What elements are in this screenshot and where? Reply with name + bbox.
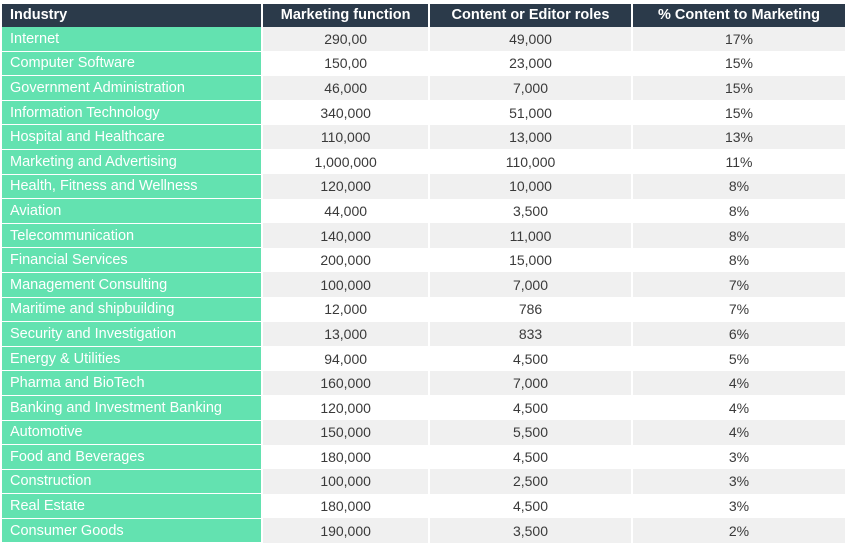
cell-percent-content-to-marketing: 4% bbox=[632, 395, 845, 420]
cell-marketing-function: 150,00 bbox=[262, 51, 429, 76]
cell-industry: Management Consulting bbox=[2, 272, 262, 297]
table-row bbox=[2, 297, 845, 322]
table-row bbox=[2, 272, 845, 297]
cell-marketing-function: 140,000 bbox=[262, 223, 429, 248]
cell-percent-content-to-marketing: 3% bbox=[632, 469, 845, 494]
cell-marketing-function: 200,000 bbox=[262, 248, 429, 273]
cell-content-editor-roles: 4,500 bbox=[429, 494, 632, 519]
cell-content-editor-roles: 833 bbox=[429, 322, 632, 347]
column-header-content-editor-roles: Content or Editor roles bbox=[429, 4, 632, 27]
cell-marketing-function: 290,00 bbox=[262, 27, 429, 51]
cell-content-editor-roles: 7,000 bbox=[429, 272, 632, 297]
cell-marketing-function: 94,000 bbox=[262, 346, 429, 371]
cell-percent-content-to-marketing: 15% bbox=[632, 76, 845, 101]
cell-marketing-function: 1,000,000 bbox=[262, 149, 429, 174]
cell-percent-content-to-marketing: 2% bbox=[632, 518, 845, 543]
table-row bbox=[2, 76, 845, 101]
column-header-marketing-function: Marketing function bbox=[262, 4, 429, 27]
cell-marketing-function: 13,000 bbox=[262, 322, 429, 347]
table-row bbox=[2, 125, 845, 150]
cell-marketing-function: 120,000 bbox=[262, 174, 429, 199]
cell-percent-content-to-marketing: 4% bbox=[632, 371, 845, 396]
table-row bbox=[2, 174, 845, 199]
table-row bbox=[2, 395, 845, 420]
cell-marketing-function: 340,000 bbox=[262, 100, 429, 125]
cell-content-editor-roles: 23,000 bbox=[429, 51, 632, 76]
cell-marketing-function: 46,000 bbox=[262, 76, 429, 101]
cell-content-editor-roles: 110,000 bbox=[429, 149, 632, 174]
cell-industry: Automotive bbox=[2, 420, 262, 445]
cell-marketing-function: 190,000 bbox=[262, 518, 429, 543]
cell-marketing-function: 180,000 bbox=[262, 494, 429, 519]
cell-industry: Marketing and Advertising bbox=[2, 149, 262, 174]
cell-content-editor-roles: 11,000 bbox=[429, 223, 632, 248]
cell-content-editor-roles: 4,500 bbox=[429, 395, 632, 420]
table-row bbox=[2, 346, 845, 371]
cell-marketing-function: 44,000 bbox=[262, 199, 429, 224]
table-row bbox=[2, 322, 845, 347]
cell-industry: Maritime and shipbuilding bbox=[2, 297, 262, 322]
cell-industry: Computer Software bbox=[2, 51, 262, 76]
cell-percent-content-to-marketing: 3% bbox=[632, 494, 845, 519]
table-row bbox=[2, 371, 845, 396]
industry-content-table bbox=[2, 4, 845, 543]
cell-industry: Real Estate bbox=[2, 494, 262, 519]
cell-industry: Banking and Investment Banking bbox=[2, 395, 262, 420]
cell-content-editor-roles: 3,500 bbox=[429, 199, 632, 224]
cell-marketing-function: 160,000 bbox=[262, 371, 429, 396]
cell-marketing-function: 100,000 bbox=[262, 469, 429, 494]
header-row bbox=[2, 4, 845, 27]
cell-content-editor-roles: 49,000 bbox=[429, 27, 632, 51]
cell-percent-content-to-marketing: 7% bbox=[632, 297, 845, 322]
industry-content-table-container bbox=[0, 4, 855, 543]
cell-percent-content-to-marketing: 6% bbox=[632, 322, 845, 347]
cell-percent-content-to-marketing: 8% bbox=[632, 174, 845, 199]
cell-marketing-function: 100,000 bbox=[262, 272, 429, 297]
cell-content-editor-roles: 7,000 bbox=[429, 371, 632, 396]
column-header-industry: Industry bbox=[2, 4, 262, 27]
table-row bbox=[2, 51, 845, 76]
cell-content-editor-roles: 3,500 bbox=[429, 518, 632, 543]
cell-percent-content-to-marketing: 5% bbox=[632, 346, 845, 371]
cell-percent-content-to-marketing: 4% bbox=[632, 420, 845, 445]
cell-industry: Information Technology bbox=[2, 100, 262, 125]
cell-marketing-function: 180,000 bbox=[262, 445, 429, 470]
cell-industry: Government Administration bbox=[2, 76, 262, 101]
cell-content-editor-roles: 51,000 bbox=[429, 100, 632, 125]
cell-industry: Hospital and Healthcare bbox=[2, 125, 262, 150]
cell-percent-content-to-marketing: 7% bbox=[632, 272, 845, 297]
table-row bbox=[2, 248, 845, 273]
cell-content-editor-roles: 7,000 bbox=[429, 76, 632, 101]
column-header-percent-content-to-marketing: % Content to Marketing bbox=[632, 4, 845, 27]
table-row bbox=[2, 223, 845, 248]
cell-industry: Telecommunication bbox=[2, 223, 262, 248]
cell-industry: Health, Fitness and Wellness bbox=[2, 174, 262, 199]
cell-percent-content-to-marketing: 3% bbox=[632, 445, 845, 470]
table-row bbox=[2, 469, 845, 494]
cell-content-editor-roles: 786 bbox=[429, 297, 632, 322]
cell-percent-content-to-marketing: 11% bbox=[632, 149, 845, 174]
cell-content-editor-roles: 2,500 bbox=[429, 469, 632, 494]
cell-marketing-function: 12,000 bbox=[262, 297, 429, 322]
cell-percent-content-to-marketing: 13% bbox=[632, 125, 845, 150]
cell-industry: Energy & Utilities bbox=[2, 346, 262, 371]
cell-industry: Internet bbox=[2, 27, 262, 51]
cell-marketing-function: 120,000 bbox=[262, 395, 429, 420]
table-body bbox=[2, 27, 845, 543]
table-row bbox=[2, 199, 845, 224]
cell-percent-content-to-marketing: 15% bbox=[632, 100, 845, 125]
cell-industry: Security and Investigation bbox=[2, 322, 262, 347]
cell-content-editor-roles: 13,000 bbox=[429, 125, 632, 150]
cell-percent-content-to-marketing: 8% bbox=[632, 199, 845, 224]
cell-percent-content-to-marketing: 8% bbox=[632, 223, 845, 248]
table-header bbox=[2, 4, 845, 27]
cell-industry: Aviation bbox=[2, 199, 262, 224]
cell-content-editor-roles: 4,500 bbox=[429, 346, 632, 371]
cell-industry: Construction bbox=[2, 469, 262, 494]
cell-content-editor-roles: 4,500 bbox=[429, 445, 632, 470]
cell-content-editor-roles: 15,000 bbox=[429, 248, 632, 273]
cell-content-editor-roles: 10,000 bbox=[429, 174, 632, 199]
cell-percent-content-to-marketing: 17% bbox=[632, 27, 845, 51]
table-row bbox=[2, 518, 845, 543]
cell-industry: Financial Services bbox=[2, 248, 262, 273]
cell-percent-content-to-marketing: 8% bbox=[632, 248, 845, 273]
table-row bbox=[2, 27, 845, 51]
cell-marketing-function: 150,000 bbox=[262, 420, 429, 445]
cell-industry: Consumer Goods bbox=[2, 518, 262, 543]
cell-marketing-function: 110,000 bbox=[262, 125, 429, 150]
cell-percent-content-to-marketing: 15% bbox=[632, 51, 845, 76]
table-row bbox=[2, 420, 845, 445]
cell-industry: Food and Beverages bbox=[2, 445, 262, 470]
table-row bbox=[2, 445, 845, 470]
table-row bbox=[2, 149, 845, 174]
cell-content-editor-roles: 5,500 bbox=[429, 420, 632, 445]
cell-industry: Pharma and BioTech bbox=[2, 371, 262, 396]
table-row bbox=[2, 100, 845, 125]
table-row bbox=[2, 494, 845, 519]
